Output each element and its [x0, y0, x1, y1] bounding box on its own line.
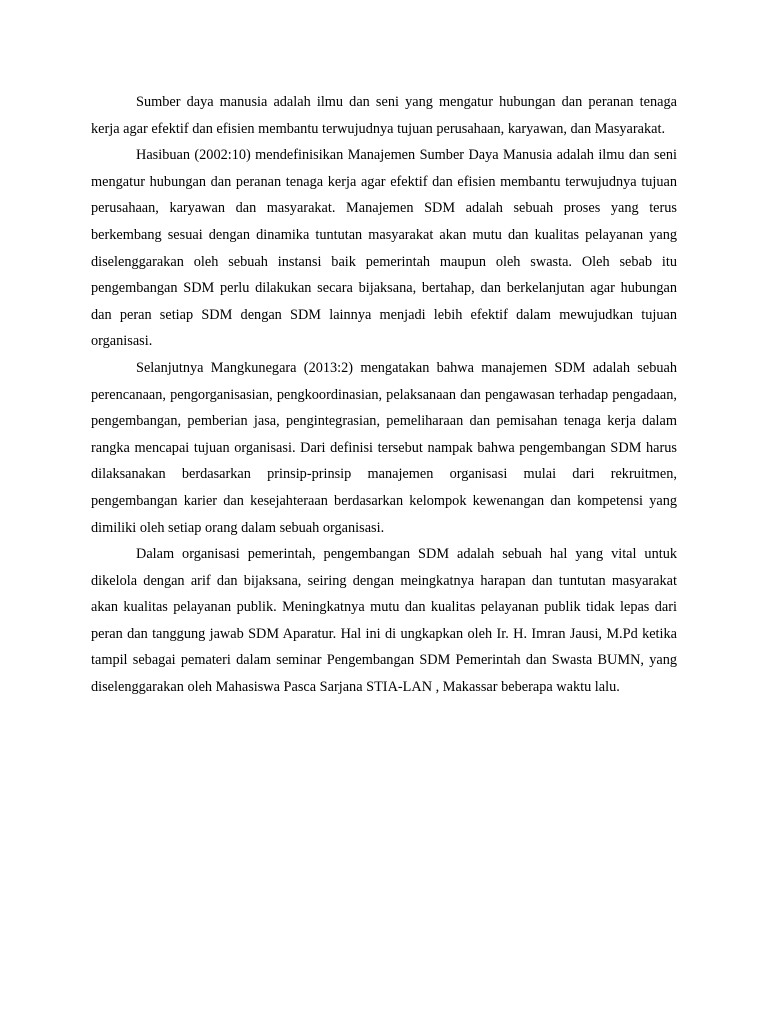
- paragraph-4: Dalam organisasi pemerintah, pengembangan SDM adalah sebuah hal yang vital untuk dikelola dengan arif dan bijaksana, seiring dengan meingkatnya harapan dan tuntutan masyarakat akan kualitas pelayanan publik. Meningkatnya mutu dan kualitas pelayanan publik tidak lepas dari peran dan tanggung jawab SDM Aparatur. Hal ini di ungkapkan oleh Ir. H. Imran Jausi, M.Pd ketika tampil sebagai pemateri dalam seminar Pengembangan SDM Pemerintah dan Swasta BUMN, yang diselenggarakan oleh Mahasiswa Pasca Sarjana STIA-LAN , Makassar beberapa waktu lalu.: [91, 546, 677, 696]
- document-body: [91, 89, 677, 701]
- paragraph-3: Selanjutnya Mangkunegara (2013:2) mengatakan bahwa manajemen SDM adalah sebuah perencanaan, pengorganisasian, pengkoordinasian, pelaksanaan dan pengawasan terhadap pengadaan, pengembangan, pemberian jasa, pengintegrasian, pemeliharaan dan pemisahan tenaga kerja dalam rangka mencapai tujuan organisasi. Dari definisi tersebut nampak bahwa pengembangan SDM harus dilaksanakan berdasarkan prinsip-prinsip manajemen organisasi mulai dari rekruitmen, pengembangan karier dan kesejahteraan berdasarkan kelompok kewenangan dan kompetensi yang dimiliki oleh setiap orang dalam sebuah organisasi.: [91, 359, 677, 536]
- paragraph-2: Hasibuan (2002:10) mendefinisikan Manajemen Sumber Daya Manusia adalah ilmu dan seni mengatur hubungan dan peranan tenaga kerja agar efektif dan efisien membantu terwujudnya tujuan perusahaan, karyawan dan masyarakat. Manajemen SDM adalah sebuah proses yang terus berkembang sesuai dengan dinamika tuntutan masyarakat akan mutu dan kualitas pelayanan yang diselenggarakan oleh sebuah instansi baik pemerintah maupun oleh swasta. Oleh sebab itu pengembangan SDM perlu dilakukan secara bijaksana, bertahap, dan berkelanjutan agar hubungan dan peran setiap SDM dengan SDM lainnya menjadi lebih efektif dalam mewujudkan tujuan organisasi.: [91, 147, 677, 350]
- paragraph-1: Sumber daya manusia adalah ilmu dan seni yang mengatur hubungan dan peranan tenaga kerja agar efektif dan efisien membantu terwujudnya tujuan perusahaan, karyawan, dan Masyarakat.: [91, 94, 677, 137]
